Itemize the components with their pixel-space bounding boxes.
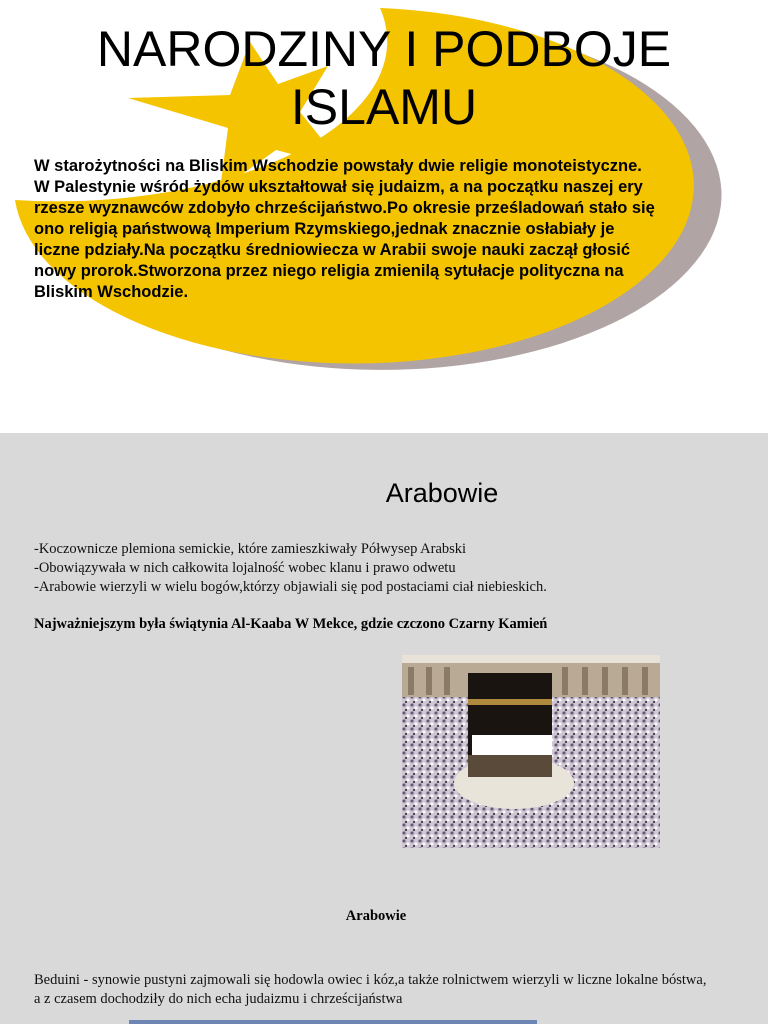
page-title	[0, 20, 768, 136]
bullet-item: -Arabowie wierzyli w wielu bogów,którzy objawiali się pod postaciami ciał niebieskich.	[34, 579, 547, 595]
intro-line: nowy prorok.Stworzona przez niego religia zmienilą sytułacje polityczna na	[34, 262, 624, 280]
intro-line: Bliskim Wschodzie.	[34, 283, 189, 301]
beduini-line: a z czasem dochodziły do nich echa judaizmu i chrześcijaństwa	[34, 991, 403, 1007]
sub-heading: Arabowie	[345, 908, 407, 924]
beduini-paragraph	[34, 971, 744, 1009]
kaaba-statement: Najważniejszym była świątynia Al-Kaaba W Mekce, gdzie czczono Czarny Kamień	[34, 616, 548, 632]
intro-line: W Palestynie wśród żydów ukształtował się judaizm, a na początku naszej ery	[34, 178, 643, 196]
intro-line: W starożytności na Bliskim Wschodzie powstały dwie religie monoteistyczne.	[34, 157, 642, 175]
slide-1	[0, 0, 768, 433]
beduini-line: Beduini - synowie pustyni zajmowali się hodowla owiec i kóz,a także rolnictwem wierzyli w liczne lokalne bóstwa,	[34, 972, 707, 988]
title-line-2: ISLAMU	[290, 79, 478, 135]
intro-line: ono religią państwową Imperium Rzymskiego,jednak znacznie osłabiały je	[34, 220, 615, 238]
bullet-item: -Obowiązywała w nich całkowita lojalność wobec klanu i prawo odwetu	[34, 560, 456, 576]
slide-2-title: Arabowie	[385, 478, 499, 508]
kaaba-illustration	[402, 655, 660, 848]
intro-line: liczne pdziały.Na początku średniowiecza w Arabii swoje nauki zaczął głosić	[34, 241, 631, 259]
kaaba-photo	[402, 655, 660, 848]
bullet-item: -Koczownicze plemiona semickie, które zamieszkiwały Półwysep Arabski	[34, 541, 467, 557]
intro-paragraph	[34, 156, 744, 303]
title-line-1: NARODZINY I PODBOJE	[96, 21, 672, 77]
bottom-divider	[129, 1020, 537, 1024]
slide-2	[0, 433, 768, 1024]
bullet-list	[34, 540, 547, 597]
intro-line: rzesze wyznawców zdobyło chrześcijaństwo.Po okresie prześladowań stało się	[34, 199, 655, 217]
